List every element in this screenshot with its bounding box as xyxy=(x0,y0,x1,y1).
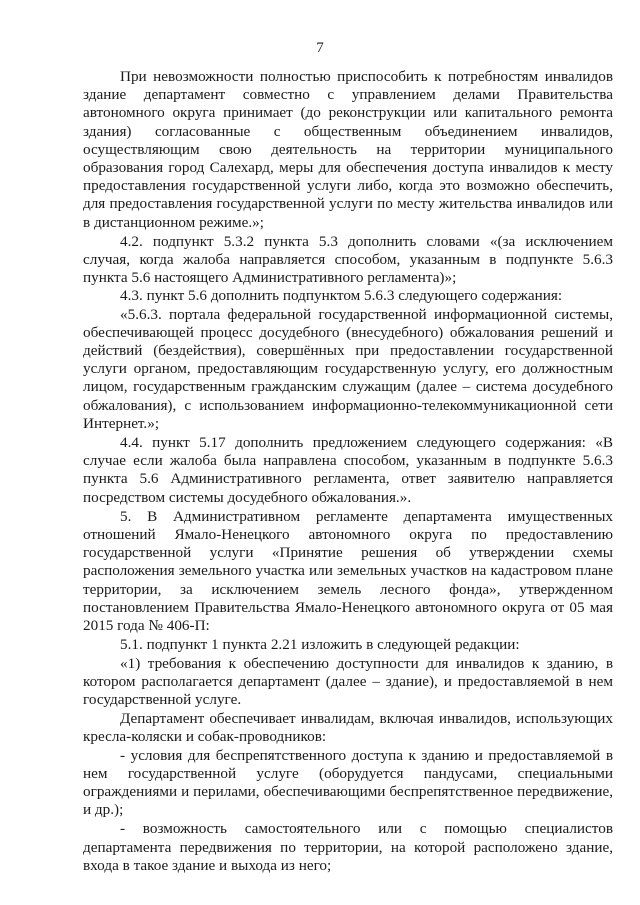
paragraph-5-1: 5.1. подпункт 1 пункта 2.21 изложить в следующей редакции: xyxy=(120,636,520,654)
list-item-access-conditions: - условия для беспрепятственного доступа к зданию и предоставляемой в нем государственной услуге (оборудуется пандусами, специальными ограждениями и перилами, обеспечивающими беспрепятственное передвижение, и др.); xyxy=(83,746,613,819)
paragraph-5-6-3: «5.6.3. портала федеральной государственной информационной системы, обеспечивающей процесс досудебного (внесудебного) обжалования решений и действий (бездействия), совершённых при предоставлении государственной услуги органом, предоставляющим государственную услугу, его должностным лицом, государственным гражданским служащим (далее – система досудебного обжалования), с использованием информационно-телекоммуникационной сети Интернет.»; xyxy=(83,305,613,432)
paragraph-accessibility-measures: При невозможности полностью приспособить к потребностям инвалидов здание департамент совместно с управлением делами Правительства автономного округа принимает (до реконструкции или капитального ремонта здания) согласованные с общественным объединением инвалидов, осуществляющим свою деятельность на территории муниципального образования город Салехард, меры для обеспечения доступа инвалидов к месту предоставления государственной услуги либо, когда это возможно обеспечить, для предоставления государственной услуги по месту жительства инвалидов или в дистанционном режиме.»; xyxy=(83,68,613,231)
list-item-movement-possibility: - возможность самостоятельного или с помощью специалистов департамента передвижения по территории, на которой расположено здание, входа в такое здание и выхода из него; xyxy=(83,820,613,874)
page-number: 7 xyxy=(316,40,324,56)
paragraph-5: 5. В Административном регламенте департамента имущественных отношений Ямало-Ненецкого автономного округа по предоставлению государственной услуги «Принятие решения об утверждении схемы расположения земельного участка или земельных участков на кадастровом плане территории, за исключением земель лесного фонда», утвержденном постановлением Правительства Ямало-Ненецкого автономного округа от 05 мая 2015 года № 406-П: xyxy=(83,507,613,635)
paragraph-4-4: 4.4. пункт 5.17 дополнить предложением следующего содержания: «В случае если жалоба была направлена способом, указанным в подпункте 5.6.3 пункта 5.6 Административного регламента, ответ заявителю направляется посредством системы досудебного обжалования.». xyxy=(83,434,613,506)
paragraph-4-3: 4.3. пункт 5.6 дополнить подпунктом 5.6.3 следующего содержания: xyxy=(120,287,563,305)
document-body xyxy=(83,68,613,875)
paragraph-requirement-1: «1) требования к обеспечению доступности для инвалидов к зданию, в котором располагается департамент (далее – здание), и предоставляемой в нем государственной услуге. xyxy=(83,654,613,708)
paragraph-4-2: 4.2. подпункт 5.3.2 пункта 5.3 дополнить словами «(за исключением случая, когда жалоба направляется способом, указанным в подпункте 5.6.3 пункта 5.6 настоящего Административного регламента)»; xyxy=(83,232,613,287)
paragraph-department-provides: Департамент обеспечивает инвалидам, включая инвалидов, использующих кресла-коляски и собак-проводников: xyxy=(83,710,613,746)
